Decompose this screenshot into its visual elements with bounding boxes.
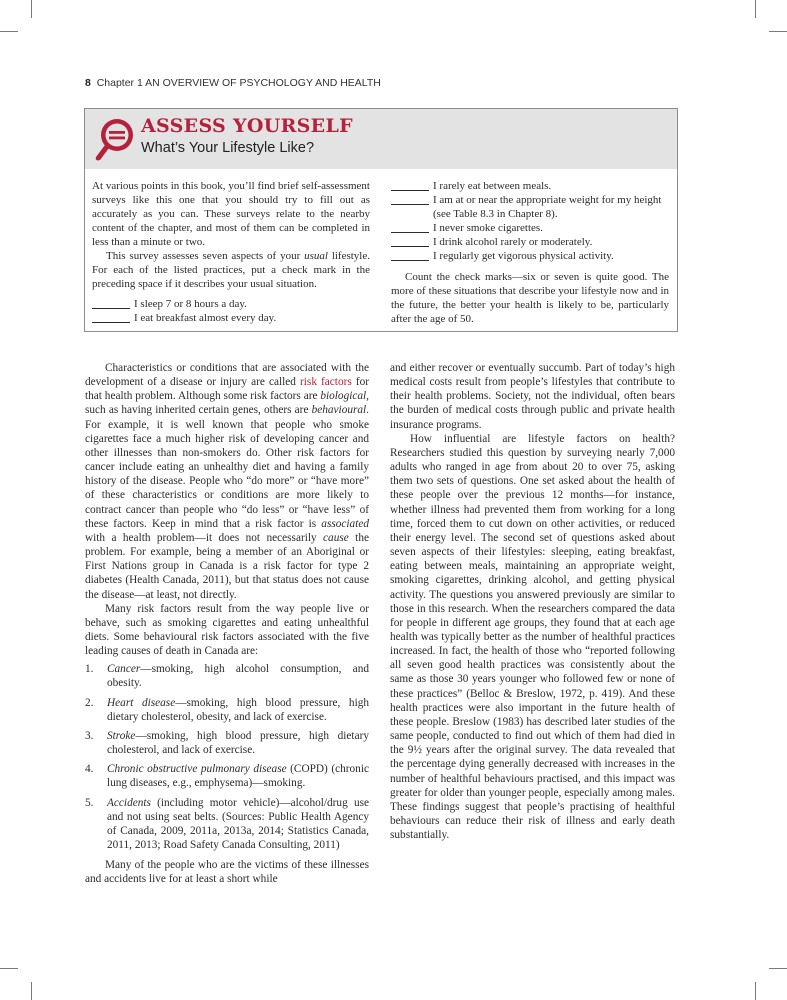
survey-item: I am at or near the appropriate weight for my height (see Table 8.3 in Chapter 8).: [391, 193, 669, 221]
left-text-column: [85, 361, 369, 886]
causes-list: [85, 662, 369, 852]
survey-item: I never smoke cigarettes.: [391, 221, 669, 235]
survey-item: I sleep 7 or 8 hours a day.: [92, 297, 370, 311]
box-header: [85, 109, 677, 169]
survey-right-column: [391, 179, 669, 326]
paragraph: Characteristics or conditions that are associated with the development of a disease or injury are called risk factors for that health problem. Although some risk factors are biological, such as having inherited certain genes, others are behavioural. For example, it is well known that people who smoke cigarettes face a much higher risk of developing cancer and other illnesses than non-smokers do. Other risk factors for cancer include eating an unhealthy diet and having a family history of the disease. People who “do more” or “have more” of these characteristics or conditions are more likely to contract cancer than people who “do less” or “have less” of these factors. Keep in mind that a risk factor is associated with a health problem—it does not necessarily cause the problem. For example, being a member of an Aboriginal or First Nations group in Canada is a risk factor for type 2 diabetes (Health Canada, 2011), but that status does not cause the disease—at least, not directly.: [85, 362, 369, 601]
running-header: [85, 77, 381, 89]
header-text: Chapter 1 AN OVERVIEW OF PSYCHOLOGY AND HEALTH: [96, 77, 381, 89]
list-item: 4. Chronic obstructive pulmonary disease (COPD) (chronic lung diseases, e.g., emphysema)—smoking.: [85, 763, 369, 790]
check-blank[interactable]: [92, 308, 130, 309]
paragraph: Many of the people who are the victims of these illnesses and accidents live for at least a short while: [85, 859, 369, 886]
list-item: 1. Cancer—smoking, high alcohol consumption, and obesity.: [85, 663, 369, 690]
crop-mark: [769, 31, 787, 32]
right-text-column: [390, 361, 675, 842]
check-blank[interactable]: [92, 322, 130, 323]
intro-paragraph: At various points in this book, you’ll find brief self-assessment surveys like this one that you should try to fill out as accurately as you can. These surveys relate to the nearby content of the chapter, and most of them can be completed in less than a minute or two.: [92, 180, 370, 248]
check-blank[interactable]: [391, 232, 429, 233]
check-blank[interactable]: [391, 204, 429, 205]
check-blank[interactable]: [391, 246, 429, 247]
survey-item: I drink alcohol rarely or moderately.: [391, 235, 669, 249]
crop-mark: [769, 968, 787, 969]
crop-mark: [31, 982, 32, 1000]
survey-item: I eat breakfast almost every day.: [92, 311, 370, 325]
list-item: 3. Stroke—smoking, high blood pressure, high dietary cholesterol, and lack of exercise.: [85, 729, 369, 757]
crop-mark: [0, 968, 18, 969]
assess-yourself-box: [84, 108, 678, 332]
survey-left-column: [92, 179, 370, 325]
closing-paragraph: Count the check marks—six or seven is quite good. The more of these situations that describe your lifestyle now and in the future, the better your health is likely to be, particularly after the age of 50.: [391, 271, 669, 325]
list-item: 5. Accidents (including motor vehicle)—alcohol/drug use and not using seat belts. (Sources: Public Health Agency of Canada, 2009, 2011a, 2013a, 2014; Statistics Canada, 2011, 2013; Road Safety Canada Consulting, 2011): [85, 796, 369, 851]
paragraph: How influential are lifestyle factors on health? Researchers studied this question by surveying nearly 7,000 adults who ranged in age from about 20 to over 75, asking them two sets of questions. One set asked about the health of these people over the previous 12 months—for instance, whether illness had prevented them from working for a long time, forced them to cut down on other activities, or reduced their energy level. The second set of questions asked about seven aspects of their lifestyles: sleeping, eating breakfast, eating between meals, maintaining an appropriate weight, smoking cigarettes, drinking alcohol, and getting physical activity. The questions you answered previously are similar to those in this research. When the researchers compared the data for people in different age groups, they found that at each age health was typically better as the number of healthful practices increased. In fact, the health of those who “reported following all seven good health practices was consistently about the same as those 30 years younger who followed few or none of these practices” (Belloc & Breslow, 1972, p. 419). And these health practices were also important in the future health of these people. Breslow (1983) has described later studies of the same people, conducted to find out which of them had died in the 9½ years after the original survey. The data revealed that the percentage dying generally decreased with increases in the number of healthful behaviours practised, and this impact was greater for older than younger people, especially among males. These findings suggest that people’s practising of healthful behaviours can reduce their risk of illness and early death substantially.: [390, 432, 675, 842]
instructions-paragraph: This survey assesses seven aspects of your usual lifestyle. For each of the listed practices, put a check mark in the preceding space if it describes your usual situation.: [92, 250, 370, 290]
crop-mark: [755, 0, 756, 18]
check-blank[interactable]: [391, 260, 429, 261]
box-title: ASSESS YOURSELF: [141, 115, 353, 137]
crop-mark: [0, 31, 18, 32]
box-subtitle: What’s Your Lifestyle Like?: [141, 140, 315, 156]
magnifier-icon: [93, 115, 137, 163]
survey-item: I regularly get vigorous physical activity.: [391, 249, 669, 263]
page-number: 8: [85, 77, 91, 89]
paragraph: Many risk factors result from the way people live or behave, such as smoking cigarettes and eating unhealthful diets. Some behavioural risk factors associated with the five leading causes of death in Canada are:: [85, 602, 369, 658]
key-term: risk factors: [300, 376, 352, 389]
list-item: 2. Heart disease—smoking, high blood pressure, high dietary cholesterol, obesity, and lack of exercise.: [85, 696, 370, 723]
crop-mark: [755, 982, 756, 1000]
survey-item: I rarely eat between meals.: [391, 179, 669, 193]
paragraph: and either recover or eventually succumb. Part of today’s high medical costs result from people’s lifestyles that contribute to their health problems. Society, not the individual, often bears the burden of medical costs through public and private health insurance programs.: [390, 362, 675, 431]
check-blank[interactable]: [391, 190, 429, 191]
crop-mark: [31, 0, 32, 18]
